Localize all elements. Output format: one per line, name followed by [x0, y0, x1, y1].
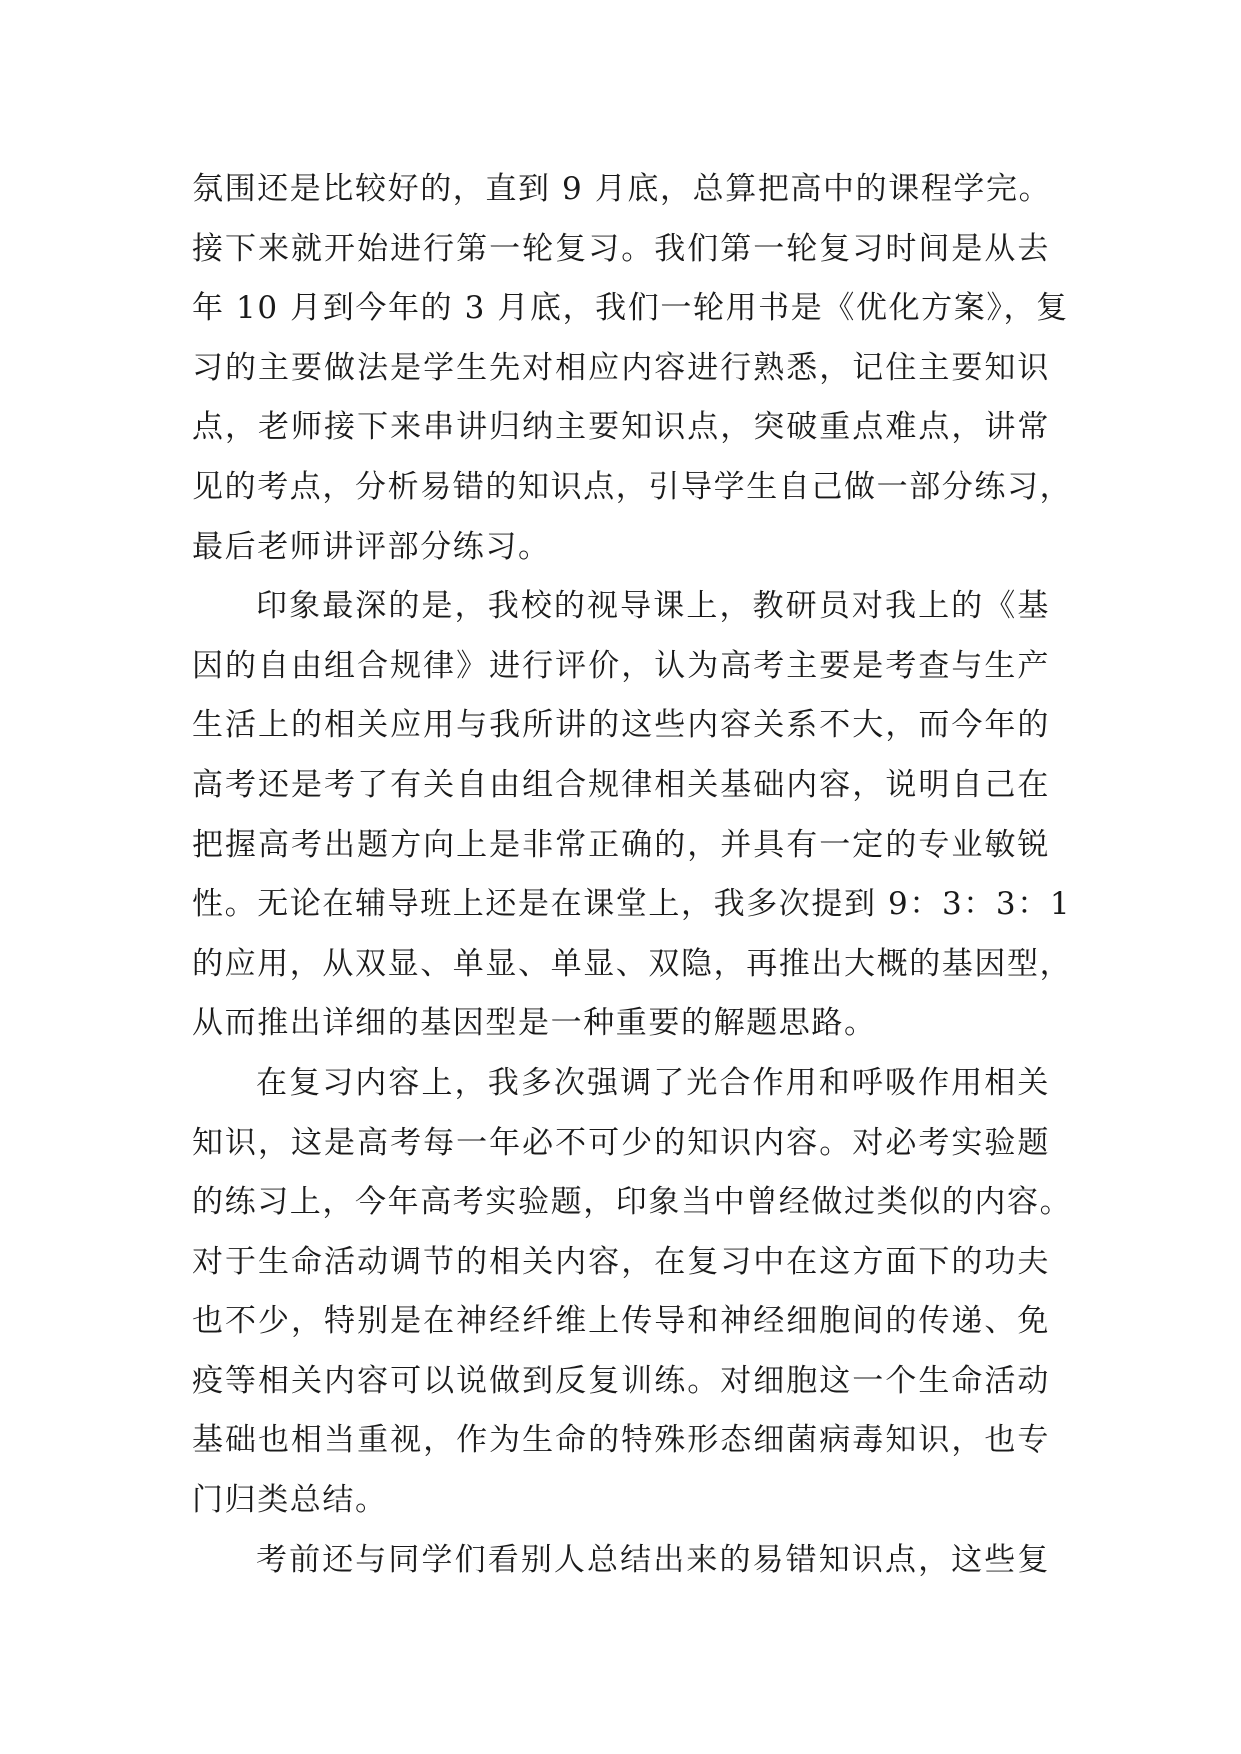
text-line: 疫等相关内容可以说做到反复训练。对细胞这一个生命活动	[192, 1362, 1050, 1399]
text-line: 最后老师讲评部分练习。	[192, 528, 551, 565]
text-line: 点，老师接下来串讲归纳主要知识点，突破重点难点，讲常	[192, 409, 1050, 446]
text-line: 知识，这是高考每一年必不可少的知识内容。对必考实验题	[192, 1124, 1050, 1161]
text-line: 印象最深的是，我校的视导课上，教研员对我上的《基	[256, 588, 1050, 625]
text-line: 习的主要做法是学生先对相应内容进行熟悉，记住主要知识	[192, 349, 1050, 386]
text-line: 在复习内容上，我多次强调了光合作用和呼吸作用相关	[256, 1064, 1050, 1101]
text-line: 年 10 月到今年的 3 月底，我们一轮用书是《优化方案》，复	[192, 290, 1069, 327]
text-line: 的应用，从双显、单显、单显、双隐，再推出大概的基因型，	[192, 945, 1073, 982]
text-line: 接下来就开始进行第一轮复习。我们第一轮复习时间是从去	[192, 230, 1050, 267]
text-line: 见的考点，分析易错的知识点，引导学生自己做一部分练习，	[192, 468, 1073, 505]
text-line: 基础也相当重视，作为生命的特殊形态细菌病毒知识，也专	[192, 1422, 1050, 1459]
text-line: 性。无论在辅导班上还是在课堂上，我多次提到 9：3：3：1	[192, 886, 1072, 923]
text-line: 从而推出详细的基因型是一种重要的解题思路。	[192, 1005, 877, 1042]
text-line: 对于生命活动调节的相关内容，在复习中在这方面下的功夫	[192, 1243, 1050, 1280]
text-line: 生活上的相关应用与我所讲的这些内容关系不大，而今年的	[192, 707, 1050, 744]
text-line: 的练习上，今年高考实验题，印象当中曾经做过类似的内容。	[192, 1184, 1073, 1221]
text-line: 考前还与同学们看别人总结出来的易错知识点，这些复	[256, 1541, 1050, 1578]
text-line: 把握高考出题方向上是非常正确的，并具有一定的专业敏锐	[192, 826, 1050, 863]
text-line: 高考还是考了有关自由组合规律相关基础内容，说明自己在	[192, 766, 1050, 803]
text-line: 门归类总结。	[192, 1482, 388, 1519]
text-line: 氛围还是比较好的，直到 9 月底，总算把高中的课程学完。	[192, 171, 1052, 207]
text-line: 因的自由组合规律》进行评价，认为高考主要是考查与生产	[192, 647, 1050, 684]
text-line: 也不少，特别是在神经纤维上传导和神经细胞间的传递、免	[192, 1303, 1050, 1340]
document-body	[192, 160, 1073, 1590]
